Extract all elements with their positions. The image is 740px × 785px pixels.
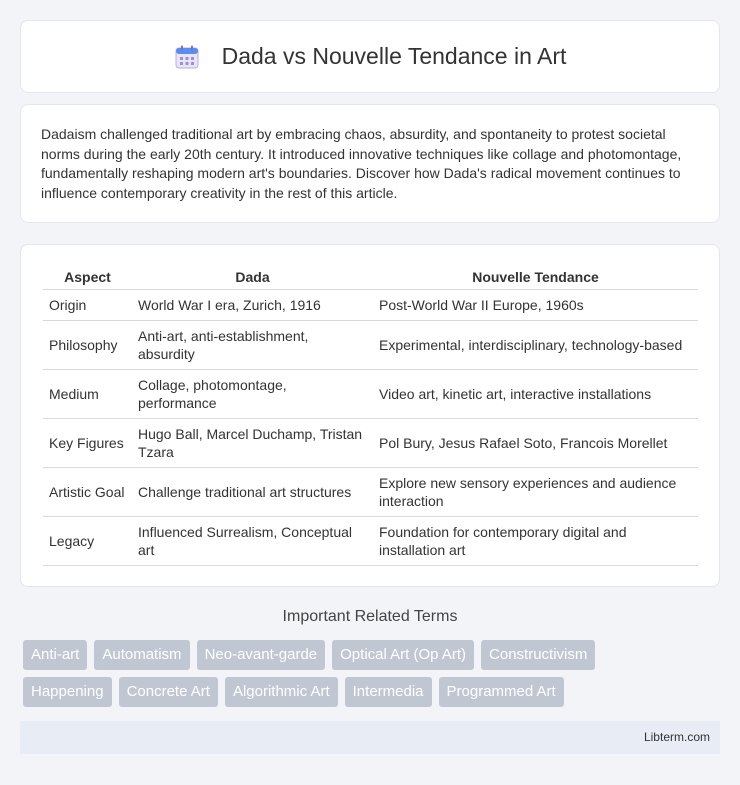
tag-automatism[interactable]: Automatism <box>94 640 189 670</box>
related-terms-title: Important Related Terms <box>282 608 458 625</box>
column-header-nouvelle-tendance: Nouvelle Tendance <box>373 265 698 290</box>
aspect-cell: Philosophy <box>43 321 132 370</box>
table-row <box>43 517 698 566</box>
tag-row <box>23 677 723 707</box>
tag-neo-avant-garde[interactable]: Neo-avant-garde <box>197 640 326 670</box>
table-row <box>43 370 698 419</box>
intro-text: Dadaism challenged traditional art by embracing chaos, absurdity, and spontaneity to protest societal norms during the early 20th century. It introduced innovative techniques like collage and photomontage, fundamentally reshaping modern art's boundaries. Discover how Dada's radical movement continues to influence contemporary creativity in the rest of this article. <box>41 126 682 201</box>
dada-cell: Anti-art, anti-establishment, absurdity <box>132 321 373 370</box>
calendar-icon <box>174 44 200 70</box>
aspect-cell: Legacy <box>43 517 132 566</box>
table-header-row <box>43 265 698 290</box>
footer-site-link[interactable]: Libterm.com <box>643 730 710 744</box>
table-row <box>43 468 698 517</box>
tag-concrete-art[interactable]: Concrete Art <box>119 677 218 707</box>
aspect-cell: Medium <box>43 370 132 419</box>
tag-anti-art[interactable]: Anti-art <box>23 640 87 670</box>
table-row <box>43 419 698 468</box>
aspect-cell: Origin <box>43 290 132 321</box>
dada-cell: Challenge traditional art structures <box>132 468 373 517</box>
tag-optical-art[interactable]: Optical Art (Op Art) <box>332 640 474 670</box>
comparison-table <box>43 265 698 566</box>
table-row <box>43 321 698 370</box>
aspect-cell: Key Figures <box>43 419 132 468</box>
footer <box>20 721 720 754</box>
nouvelle-tendance-cell: Experimental, interdisciplinary, technology-based <box>373 321 698 370</box>
column-header-dada: Dada <box>132 265 373 290</box>
tag-programmed-art[interactable]: Programmed Art <box>439 677 564 707</box>
tag-happening[interactable]: Happening <box>23 677 112 707</box>
table-row <box>43 290 698 321</box>
tag-algorithmic-art[interactable]: Algorithmic Art <box>225 677 338 707</box>
intro-card <box>20 104 720 223</box>
aspect-cell: Artistic Goal <box>43 468 132 517</box>
dada-cell: World War I era, Zurich, 1916 <box>132 290 373 321</box>
nouvelle-tendance-cell: Explore new sensory experiences and audience interaction <box>373 468 698 517</box>
comparison-card <box>20 244 720 587</box>
column-header-aspect: Aspect <box>43 265 132 290</box>
dada-cell: Collage, photomontage, performance <box>132 370 373 419</box>
dada-cell: Influenced Surrealism, Conceptual art <box>132 517 373 566</box>
nouvelle-tendance-cell: Foundation for contemporary digital and installation art <box>373 517 698 566</box>
nouvelle-tendance-cell: Pol Bury, Jesus Rafael Soto, Francois Morellet <box>373 419 698 468</box>
tag-constructivism[interactable]: Constructivism <box>481 640 595 670</box>
nouvelle-tendance-cell: Post-World War II Europe, 1960s <box>373 290 698 321</box>
tag-intermedia[interactable]: Intermedia <box>345 677 432 707</box>
nouvelle-tendance-cell: Video art, kinetic art, interactive installations <box>373 370 698 419</box>
related-terms-tags <box>23 640 723 714</box>
title-card <box>20 20 720 93</box>
page-title: Dada vs Nouvelle Tendance in Art <box>221 43 567 69</box>
tag-row <box>23 640 723 670</box>
dada-cell: Hugo Ball, Marcel Duchamp, Tristan Tzara <box>132 419 373 468</box>
